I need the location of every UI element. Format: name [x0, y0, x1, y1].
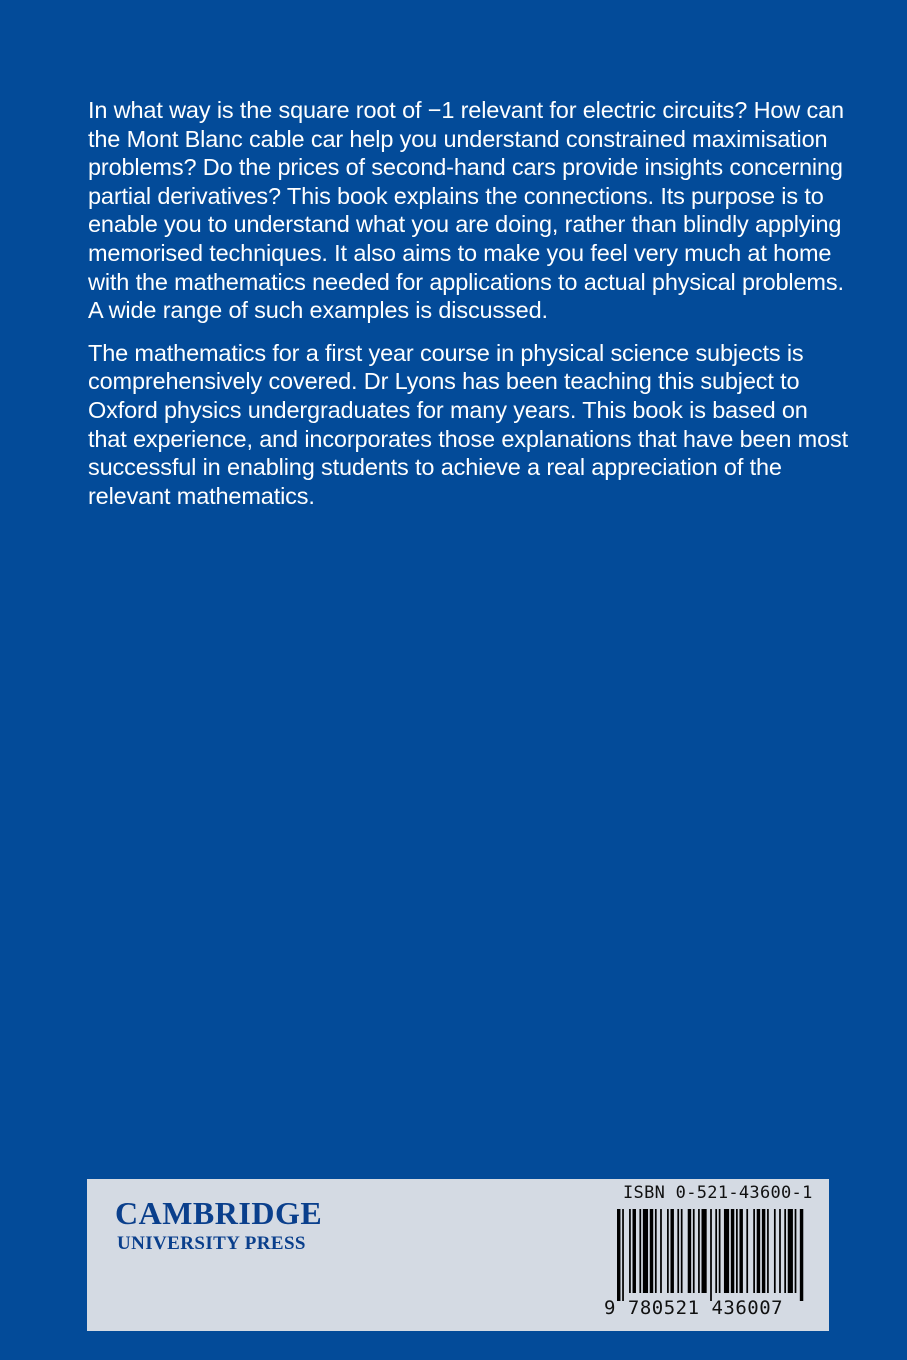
back-cover-blurb — [88, 96, 848, 524]
blurb-paragraph-1: In what way is the square root of −1 relevant for electric circuits? How can the Mont Blanc cable car help you understand constrained maximisation problems? Do the prices of second-hand cars provide insights concerning partial derivatives? This book explains the connections. Its purpose is to enable you to understand what you are doing, rather than blindly applying memorised techniques. It also aims to make you feel very much at home with the mathematics needed for applications to actual physical problems. A wide range of such examples is discussed. — [88, 97, 844, 324]
publisher-name: CAMBRIDGE — [115, 1195, 323, 1231]
publisher-subtitle: UNIVERSITY PRESS — [117, 1233, 306, 1254]
barcode-number: 9 780521 436007 — [604, 1297, 784, 1319]
blurb-paragraph-2: The mathematics for a first year course in physical science subjects is comprehensively covered. Dr Lyons has been teaching this subject to Oxford physics undergraduates for many years. This book is based on that experience, and incorporates those explanations that have been most successful in enabling students to achieve a real appreciation of the relevant mathematics. — [88, 339, 848, 509]
barcode — [605, 1209, 811, 1329]
publisher-footer-panel — [87, 1179, 829, 1331]
barcode-icon — [617, 1209, 805, 1301]
isbn-label: ISBN 0-521-43600-1 — [623, 1183, 813, 1203]
